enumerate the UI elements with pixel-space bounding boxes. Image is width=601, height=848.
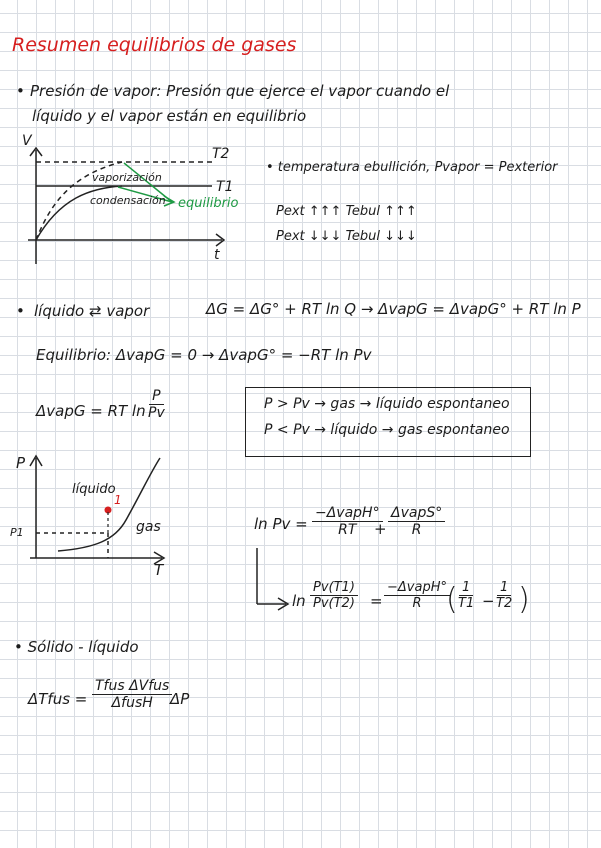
boiling-row-up: Pext ↑↑↑ Tebul ↑↑↑ bbox=[276, 204, 417, 219]
inverse-t1-denominator: T1 bbox=[458, 596, 475, 611]
plus-sign: + bbox=[374, 520, 387, 538]
p1-label: P1 bbox=[10, 526, 24, 539]
dvap-equation-lhs: ΔvapG = RT ln bbox=[36, 402, 146, 420]
pressure-ratio-numerator: Pv(T1) bbox=[310, 580, 358, 596]
y-axis-label: V bbox=[22, 133, 32, 149]
equilibrium-equation: Equilibrio: ΔvapG = 0 → ΔvapG° = −RT ln Pv bbox=[36, 346, 372, 364]
enthalpy-denominator: RT bbox=[338, 522, 357, 538]
fusion-denominator: ΔfusH bbox=[111, 695, 153, 711]
delta-g-equation: ΔG = ΔG° + RT ln Q → ΔvapG = ΔvapG° + RT ln P bbox=[206, 300, 581, 318]
enthalpy-over-r bbox=[384, 580, 450, 611]
fraction-numerator: P bbox=[149, 388, 163, 405]
ln-pv-lhs: ln Pv = bbox=[254, 515, 308, 533]
pressure-ratio-denominator: Pv(T2) bbox=[313, 596, 355, 611]
enthalpy-over-r-denominator: R bbox=[412, 596, 422, 611]
boiling-temperature-line: • temperatura ebullición, Pvapor = Pexterior bbox=[266, 160, 558, 175]
inverse-t2-numerator: 1 bbox=[497, 580, 511, 596]
vapor-pressure-curve bbox=[58, 458, 160, 551]
open-paren: ( bbox=[446, 582, 458, 617]
inverse-t2 bbox=[496, 580, 512, 611]
entropy-term bbox=[388, 505, 445, 538]
pressure-ratio bbox=[310, 580, 358, 611]
enthalpy-term bbox=[312, 505, 383, 538]
vapor-definition-line1: Presión de vapor: Presión que ejerce el vapor cuando el bbox=[30, 82, 450, 100]
point-1-marker bbox=[105, 507, 112, 514]
inverse-t2-denominator: T2 bbox=[496, 596, 513, 611]
t1-label: T1 bbox=[216, 179, 234, 195]
ln-label: ln bbox=[292, 592, 306, 610]
solid-liquid-heading: • Sólido - líquido bbox=[14, 638, 139, 656]
inverse-t1-numerator: 1 bbox=[459, 580, 473, 596]
x-axis-label: t bbox=[214, 247, 220, 263]
vaporization-label: vaporización bbox=[92, 171, 162, 184]
condensation-label: condensación bbox=[90, 194, 166, 207]
page-title: Resumen equilibrios de gases bbox=[12, 34, 297, 56]
bullet: • bbox=[16, 82, 25, 100]
bullet: • bbox=[16, 302, 25, 320]
spontaneity-row1: P > Pv → gas → líquido espontaneo bbox=[264, 396, 510, 412]
fusion-fraction bbox=[92, 678, 172, 711]
p-axis-label: P bbox=[16, 454, 26, 472]
minus-sign: − bbox=[482, 592, 495, 610]
entropy-numerator: ΔvapS° bbox=[388, 505, 445, 522]
point-1-label: 1 bbox=[114, 493, 122, 507]
fusion-lhs: ΔTfus = bbox=[28, 690, 88, 708]
fraction-denominator: Pv bbox=[148, 405, 165, 421]
enthalpy-over-r-numerator: −ΔvapH° bbox=[384, 580, 450, 596]
t2-label: T2 bbox=[212, 146, 230, 162]
gas-region-label: gas bbox=[136, 519, 161, 535]
delta-p: ΔP bbox=[170, 690, 190, 708]
entropy-denominator: R bbox=[411, 522, 422, 538]
t-axis-label: T bbox=[154, 561, 164, 579]
boiling-row-down: Pext ↓↓↓ Tebul ↓↓↓ bbox=[276, 229, 417, 244]
equilibrium-label: equilibrio bbox=[178, 196, 239, 211]
spontaneity-row2: P < Pv → líquido → gas espontaneo bbox=[264, 422, 510, 438]
p-over-pv-fraction bbox=[148, 388, 165, 421]
liquid-vapor-reaction: líquido ⇄ vapor bbox=[34, 302, 150, 320]
fusion-numerator: Tfus ΔVfus bbox=[92, 678, 172, 695]
liquid-region-label: líquido bbox=[72, 482, 116, 497]
equals-sign: = bbox=[370, 592, 383, 610]
inverse-t1 bbox=[458, 580, 474, 611]
close-paren: ) bbox=[518, 582, 530, 617]
enthalpy-numerator: −ΔvapH° bbox=[312, 505, 383, 522]
vapor-definition-line2: líquido y el vapor están en equilibrio bbox=[32, 107, 307, 125]
